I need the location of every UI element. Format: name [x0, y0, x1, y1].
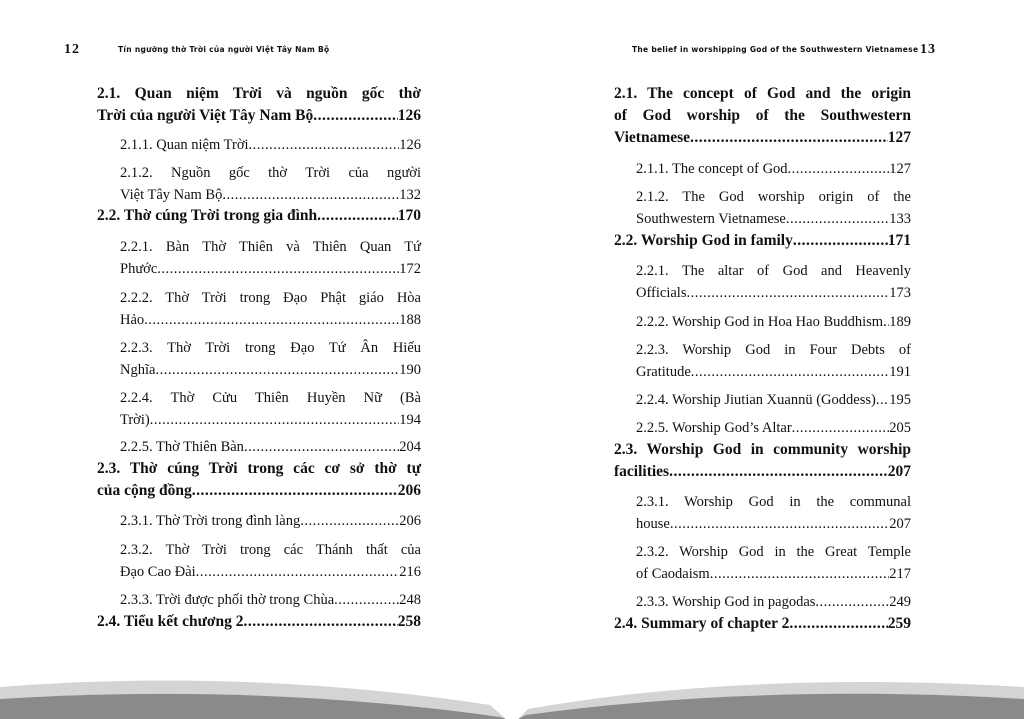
toc-entry-text: 2.4. Tiểu kết chương 2	[97, 613, 244, 630]
toc-entry-text: 2.2.2. Thờ Trời trong Đạo Phật giáo Hòa	[120, 290, 421, 306]
right-page	[518, 0, 1024, 719]
toc-entry	[636, 311, 911, 333]
toc-entry-text: 2.2.4. Thờ Cửu Thiên Huyền Nữ (Bà	[120, 390, 421, 406]
toc-entry-text: 2.2.5. Worship God’s Altar	[636, 420, 792, 436]
toc-entry-text: 2.3.3. Trời được phối thờ trong Chùa	[120, 592, 335, 608]
toc-entry	[614, 230, 911, 252]
dot-leader	[317, 205, 398, 227]
toc-entry	[120, 387, 421, 431]
toc-entry-text: Đạo Cao Đài	[120, 564, 196, 580]
dot-leader	[244, 436, 399, 458]
toc-entry-text: Hảo	[120, 312, 145, 328]
toc-entry	[636, 260, 911, 304]
toc-entry-text: Việt Tây Nam Bộ	[120, 187, 223, 203]
toc-entry-text: Phước	[120, 261, 158, 277]
toc-entry-text: 2.1.2. The God worship origin of the	[636, 189, 911, 205]
dot-leader	[690, 127, 888, 149]
dot-leader	[876, 389, 889, 411]
toc-entry-text: 2.2.3. Thờ Trời trong Đạo Tứ Ân Hiếu	[120, 340, 421, 356]
toc-entry-text: 2.2. Worship God in family	[614, 232, 793, 249]
dot-leader	[792, 417, 890, 439]
dot-leader	[793, 230, 888, 252]
dot-leader	[150, 409, 400, 431]
toc-entry-text: 2.1. The concept of God and the origin	[614, 85, 911, 102]
toc-entry-text: Trời)	[120, 412, 150, 428]
toc-entry-text: Nghĩa	[120, 362, 156, 378]
toc-entry-text: 2.4. Summary of chapter 2	[614, 615, 790, 632]
toc-entry	[120, 162, 421, 206]
toc-entry	[120, 436, 421, 458]
toc-entry-text: 2.3. Worship God in community worship	[614, 441, 911, 458]
book-gutter	[506, 0, 518, 719]
dot-leader	[196, 561, 400, 583]
toc-page-number: 170	[397, 207, 421, 224]
toc-entry-text: Southwestern Vietnamese	[636, 211, 786, 227]
toc-entry-text: 2.1. Quan niệm Trời và nguồn gốc thờ	[97, 85, 421, 102]
dot-leader	[815, 591, 889, 613]
toc-entry	[614, 439, 911, 483]
dot-leader	[710, 563, 890, 585]
toc-entry-text: 2.3.2. Thờ Trời trong các Thánh thất của	[120, 542, 421, 558]
toc-page-number: 206	[397, 482, 421, 499]
toc-page-number: 217	[889, 566, 911, 582]
toc-page-number: 126	[399, 137, 421, 153]
toc-page-number: 258	[397, 613, 421, 630]
toc-entry-text: 2.3.2. Worship God in the Great Temple	[636, 544, 911, 560]
toc-entry-text: 2.1.2. Nguồn gốc thờ Trời của người	[120, 165, 421, 181]
toc-entry-text: 2.3.1. Thờ Trời trong đình làng	[120, 513, 301, 529]
toc-entry	[614, 613, 911, 635]
toc-entry-text: Officials	[636, 285, 687, 301]
toc-entry	[97, 611, 421, 633]
toc-page-number: 126	[397, 107, 421, 124]
dot-leader	[155, 359, 399, 381]
toc-page-number: 189	[889, 314, 911, 330]
toc-page-number: 127	[887, 129, 911, 146]
toc-entry	[120, 236, 421, 280]
toc-entry-text: facilities	[614, 463, 670, 480]
toc-page-number: 207	[887, 463, 911, 480]
dot-leader	[244, 611, 398, 633]
decorative-swoosh	[0, 659, 506, 719]
dot-leader	[313, 105, 398, 127]
dot-leader	[669, 461, 888, 483]
dot-leader	[144, 309, 399, 331]
toc-entry	[97, 83, 421, 127]
toc-entry-text: 2.2.1. The altar of God and Heavenly	[636, 263, 911, 279]
dot-leader	[691, 361, 889, 383]
toc-entry	[614, 83, 911, 149]
toc-entry-text: Trời của người Việt Tây Nam Bộ	[97, 107, 314, 124]
toc-entry-text: 2.2. Thờ cúng Trời trong gia đình	[97, 207, 318, 224]
toc-entry	[120, 337, 421, 381]
toc-entry	[97, 205, 421, 227]
dot-leader	[788, 158, 890, 180]
toc-entry	[636, 417, 911, 439]
toc-page-number: 172	[399, 261, 421, 277]
toc-entry	[636, 491, 911, 535]
toc-page-number: 191	[889, 364, 911, 380]
toc-entry	[120, 539, 421, 583]
toc-entry-text: 2.2.4. Worship Jiutian Xuannü (Goddess)	[636, 392, 876, 408]
toc-page-number: 216	[399, 564, 421, 580]
dot-leader	[222, 184, 399, 206]
toc-entry-text: 2.1.1. Quan niệm Trời	[120, 137, 249, 153]
toc-page-number: 173	[889, 285, 911, 301]
dot-leader	[192, 480, 398, 502]
toc-entry	[120, 287, 421, 331]
toc-entry-text: của cộng đồng	[97, 482, 192, 499]
toc-entry	[636, 339, 911, 383]
toc-page-number: 207	[889, 516, 911, 532]
toc-page-number: 133	[889, 211, 911, 227]
toc-page-number: 127	[889, 161, 911, 177]
toc-entry-text: 2.2.3. Worship God in Four Debts of	[636, 342, 911, 358]
toc-entry	[636, 158, 911, 180]
toc-page-number: 259	[887, 615, 911, 632]
toc-entry	[120, 134, 421, 156]
toc-entry-text: 2.3.1. Worship God in the communal	[636, 494, 911, 510]
page-number: 13	[920, 42, 936, 57]
dot-leader	[334, 589, 399, 611]
dot-leader	[786, 208, 889, 230]
toc-page-number: 205	[889, 420, 911, 436]
running-head: The belief in worshipping God of the Southwestern Vietnamese	[632, 45, 919, 54]
toc-page-number: 206	[399, 513, 421, 529]
dot-leader	[300, 510, 399, 532]
toc-entry-text: house	[636, 516, 670, 532]
decorative-swoosh	[518, 659, 1024, 719]
dot-leader	[249, 134, 400, 156]
toc-page-number: 248	[399, 592, 421, 608]
dot-leader	[670, 513, 889, 535]
toc-page-number: 132	[399, 187, 421, 203]
toc-entry	[636, 389, 911, 411]
toc-entry	[636, 591, 911, 613]
dot-leader	[789, 613, 887, 635]
toc-page-number: 195	[889, 392, 911, 408]
toc-entry-text: Gratitude	[636, 364, 691, 380]
toc-entry-text: 2.3. Thờ cúng Trời trong các cơ sở thờ tự	[97, 460, 421, 477]
page-number: 12	[64, 42, 80, 57]
toc-entry	[636, 541, 911, 585]
toc-entry-text: of Caodaism	[636, 566, 710, 582]
dot-leader	[686, 282, 889, 304]
dot-leader	[157, 258, 399, 280]
toc-page-number: 171	[887, 232, 911, 249]
toc-page-number: 188	[399, 312, 421, 328]
toc-entry-text: 2.2.1. Bàn Thờ Thiên và Thiên Quan Tứ	[120, 239, 421, 255]
toc-entry-text: 2.2.2. Worship God in Hoa Hao Buddhism	[636, 314, 884, 330]
left-page	[0, 0, 506, 719]
toc-entry-text: 2.2.5. Thờ Thiên Bàn	[120, 439, 244, 455]
toc-entry-text: 2.1.1. The concept of God	[636, 161, 788, 177]
toc-entry-text: Vietnamese	[614, 129, 691, 146]
toc-page-number: 204	[399, 439, 421, 455]
toc-entry	[120, 510, 421, 532]
toc-entry	[636, 186, 911, 230]
toc-page-number: 194	[399, 412, 421, 428]
toc-entry	[97, 458, 421, 502]
toc-page-number: 249	[889, 594, 911, 610]
running-head: Tín ngưỡng thờ Trời của người Việt Tây Nam Bộ	[118, 45, 330, 54]
toc-entry	[120, 589, 421, 611]
toc-entry-text: of God worship of the Southwestern	[614, 107, 911, 124]
toc-entry-text: 2.3.3. Worship God in pagodas	[636, 594, 816, 610]
toc-page-number: 190	[399, 362, 421, 378]
